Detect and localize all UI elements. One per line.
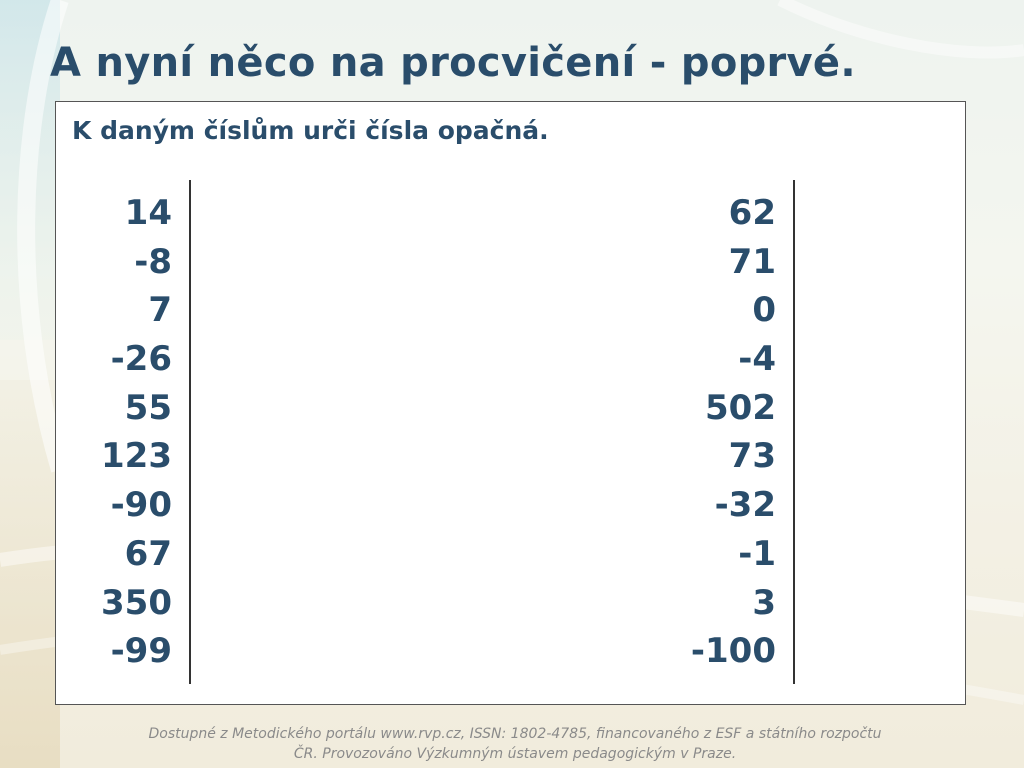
footer-credits	[0, 724, 1024, 764]
instruction-text: K daným číslům urči čísla opačná.	[72, 116, 549, 145]
right-number: 73	[728, 436, 776, 477]
right-number: 3	[752, 582, 776, 623]
right-number-column	[656, 194, 776, 681]
left-number: -8	[134, 241, 172, 282]
right-number: 502	[705, 387, 776, 428]
left-number: -99	[110, 631, 172, 672]
left-number-column	[86, 194, 172, 681]
left-number: -26	[110, 339, 172, 380]
exercise-box	[55, 101, 966, 705]
answer-divider-left	[189, 180, 191, 684]
slide-title: A nyní něco na procvičení - poprvé.	[50, 40, 856, 86]
right-number: 71	[728, 241, 776, 282]
left-number: 123	[101, 436, 172, 477]
left-number: 67	[124, 533, 172, 574]
left-number: -90	[110, 485, 172, 526]
right-number: -1	[738, 533, 776, 574]
right-number: -100	[690, 631, 776, 672]
footer-line: Dostupné z Metodického portálu www.rvp.cz, ISSN: 1802-4785, financovaného z ESF a státního rozpočtu	[148, 726, 882, 742]
answer-divider-right	[793, 180, 795, 684]
right-number: 0	[752, 290, 776, 331]
left-number: 7	[148, 290, 172, 331]
left-number: 55	[124, 387, 172, 428]
right-number: -32	[714, 485, 776, 526]
right-number: -4	[738, 339, 776, 380]
left-number: 350	[101, 582, 172, 623]
footer-line: ČR. Provozováno Výzkumným ústavem pedagogickým v Praze.	[293, 746, 737, 762]
left-number: 14	[124, 193, 172, 233]
right-number: 62	[728, 193, 776, 233]
